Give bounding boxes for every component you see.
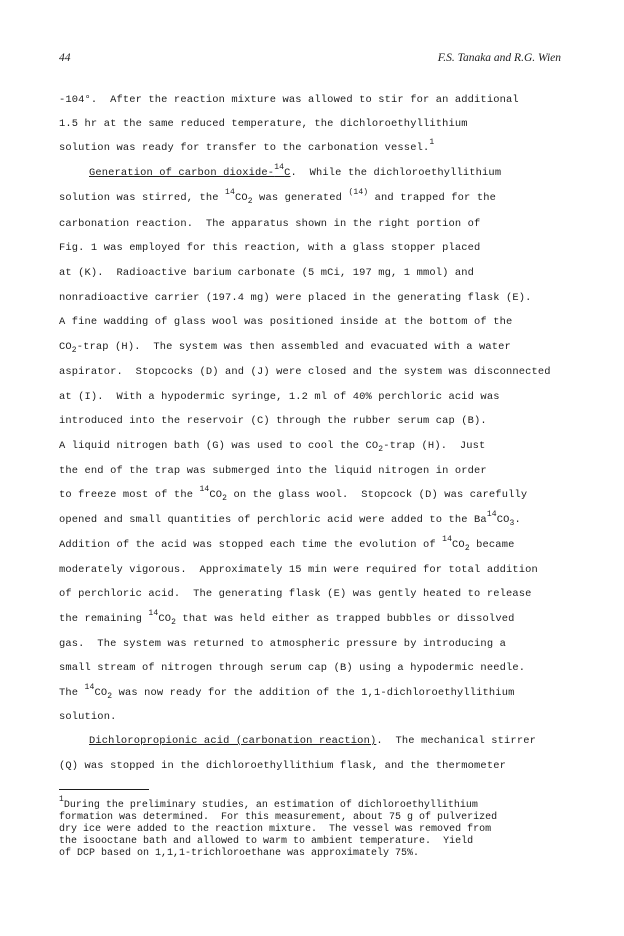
body-line: $CO_2$-trap (H). The system was then assembled and evacuated with a water	[59, 341, 511, 355]
body-line: Fig. 1 was employed for this reaction, with a glass stopper placed	[59, 242, 481, 254]
body-line: A liquid nitrogen bath (G) was used to cool the $CO_2$-trap (H). Just	[59, 440, 486, 454]
section-heading-line: Generation of carbon dioxide-$^{14}$C. While the dichloroethyllithium	[89, 163, 502, 179]
body-line: solution was stirred, the $^{14}CO_2$ was generated $^{(14)}$ and trapped for the	[59, 188, 496, 206]
footnote-line: the isooctane bath and allowed to warm to ambient temperature. Yield	[59, 836, 474, 847]
body-line: nonradioactive carrier (197.4 mg) were placed in the generating flask (E).	[59, 292, 532, 304]
body-line: Addition of the acid was stopped each time the evolution of $^{14}CO_2$ became	[59, 535, 515, 553]
footnote-line: dry ice were added to the reaction mixture. The vessel was removed from	[59, 824, 492, 835]
page-number: 44	[59, 52, 71, 64]
body-line: the remaining $^{14}CO_2$ that was held either as trapped bubbles or dissolved	[59, 609, 515, 627]
section-heading: Dichloropropionic acid (carbonation reaction)	[89, 735, 377, 747]
footnote-line: $^1$During the preliminary studies, an estimation of dichloroethyllithium	[59, 795, 478, 811]
body-line: 1.5 hr at the same reduced temperature, the dichloroethyllithium	[59, 118, 468, 130]
body-line: at (K). Radioactive barium carbonate (5 mCi, 197 mg, 1 mmol) and	[59, 267, 475, 279]
footnote-rule	[59, 789, 149, 790]
body-line: of perchloric acid. The generating flask (E) was gently heated to release	[59, 588, 532, 600]
body-line: at (I). With a hypodermic syringe, 1.2 ml of 40% perchloric acid was	[59, 391, 500, 403]
body-line: moderately vigorous. Approximately 15 min were required for total addition	[59, 564, 538, 576]
section-heading: Generation of carbon dioxide-$^{14}$C	[89, 163, 291, 179]
body-line: introduced into the reservoir (C) through the rubber serum cap (B).	[59, 415, 487, 427]
body-line: to freeze most of the $^{14}CO_2$ on the glass wool. Stopcock (D) was carefully	[59, 485, 528, 503]
body-line: small stream of nitrogen through serum cap (B) using a hypodermic needle.	[59, 662, 526, 674]
footnote-marker: 1	[59, 795, 64, 804]
footnote-line: of DCP based on 1,1,1-trichloroethane was approximately 75%.	[59, 848, 420, 859]
body-line: (Q) was stopped in the dichloroethyllithium flask, and the thermometer	[59, 760, 506, 772]
body-line: carbonation reaction. The apparatus shown in the right portion of	[59, 218, 481, 230]
section-heading-line: Dichloropropionic acid (carbonation reaction). The mechanical stirrer	[89, 735, 536, 747]
body-line: -104°. After the reaction mixture was allowed to stir for an additional	[59, 94, 519, 106]
running-head: F.S. Tanaka and R.G. Wien	[437, 52, 561, 64]
body-line: opened and small quantities of perchloric acid were added to the $Ba^{14}CO_3$.	[59, 510, 521, 528]
body-line: gas. The system was returned to atmospheric pressure by introducing a	[59, 638, 506, 650]
body-line: aspirator. Stopcocks (D) and (J) were closed and the system was disconnected	[59, 366, 551, 378]
body-line: the end of the trap was submerged into the liquid nitrogen in order	[59, 465, 487, 477]
footnote-line: formation was determined. For this measurement, about 75 g of pulverized	[59, 812, 498, 823]
citation: (14)	[348, 188, 369, 197]
body-line: solution.	[59, 711, 117, 723]
body-line: solution was ready for transfer to the carbonation vessel.$^1$	[59, 138, 435, 154]
body-line: The $^{14}CO_2$ was now ready for the addition of the 1,1-dichloroethyllithium	[59, 683, 515, 701]
body-line: A fine wadding of glass wool was positioned inside at the bottom of the	[59, 316, 513, 328]
